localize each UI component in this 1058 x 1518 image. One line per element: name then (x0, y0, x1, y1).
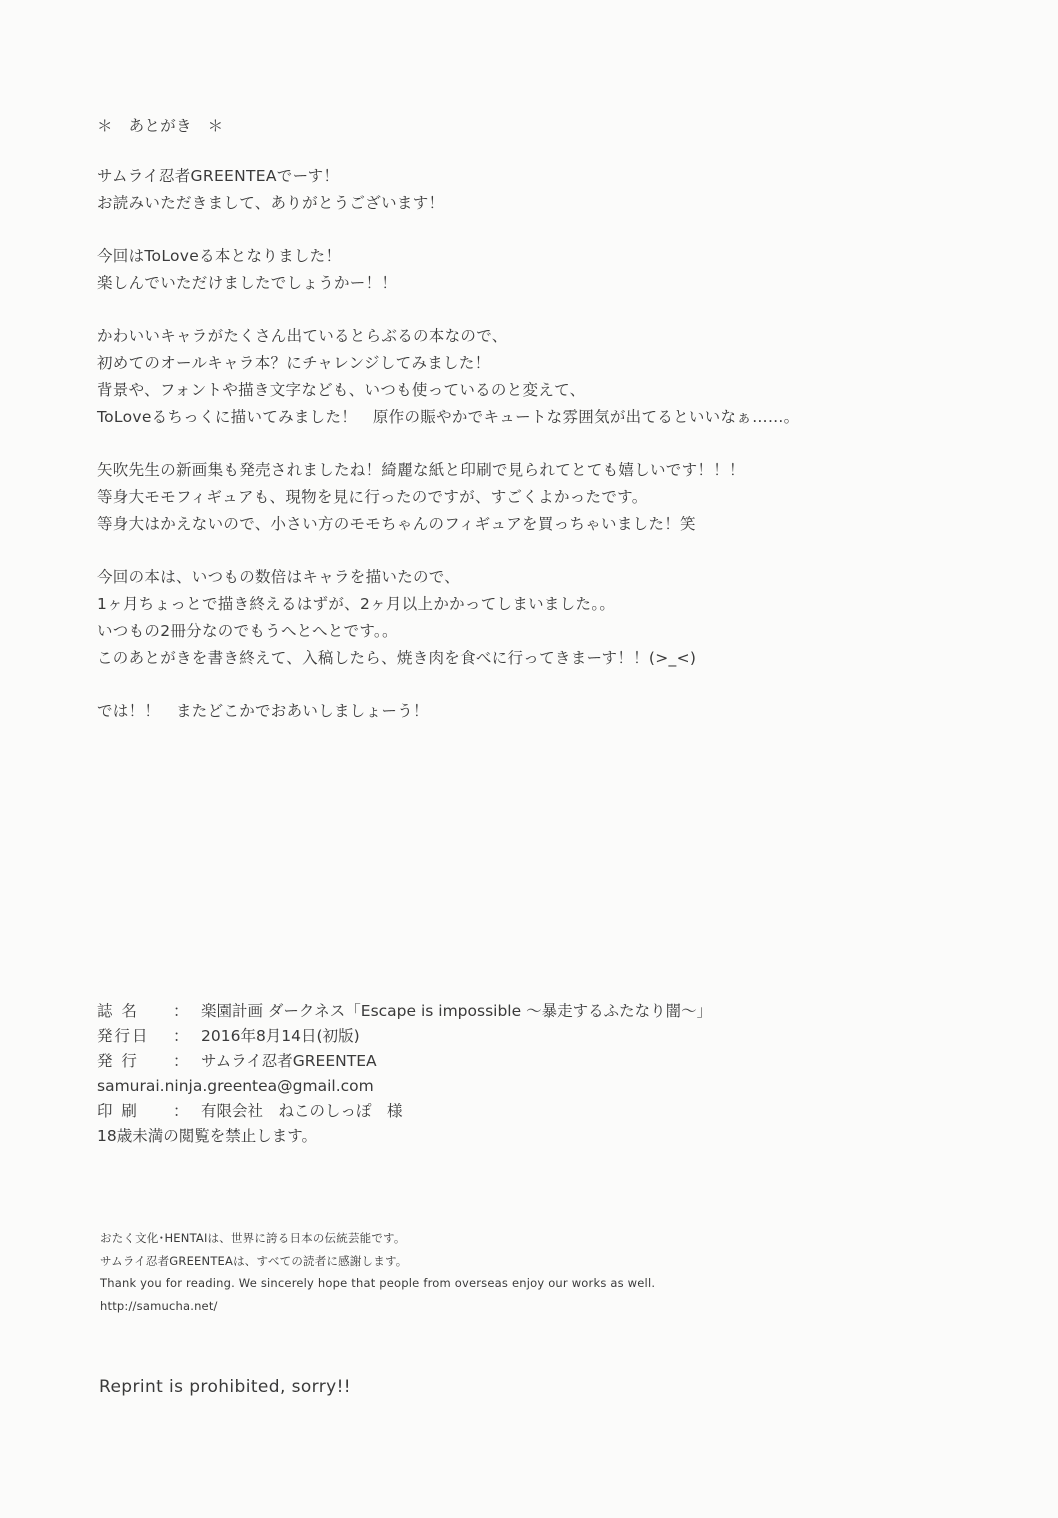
text-line: 等身大はかえないので、小さい方のモモちゃんのフィギュアを買っちゃいました！笑 (97, 515, 696, 533)
text-line: 1ヶ月ちょっとで描き終えるはずが、2ヶ月以上かかってしまいました。。 (97, 595, 616, 613)
colophon-value: 2016年8月14日(初版) (201, 1027, 360, 1045)
text-line: 初めてのオールキャラ本？にチャレンジしてみました！ (97, 354, 491, 372)
colophon-value: 有限会社 ねこのしっぽ 様 (201, 1102, 403, 1120)
colophon-value: 楽園計画 ダークネス「Escape is impossible ～暴走するふたなり闇～」 (201, 1002, 713, 1020)
colophon-colon: ： (173, 1102, 189, 1120)
text-line: 今回はToLoveる本となりました！ (97, 247, 342, 265)
colophon-colon: ： (173, 1002, 189, 1020)
footer-line: サムライ忍者GREENTEAは、すべての読者に感謝します。 (100, 1253, 408, 1268)
text-line: お読みいただきまして、ありがとうございます！ (97, 194, 445, 212)
colophon-value: サムライ忍者GREENTEA (201, 1052, 377, 1070)
text-line: 矢吹先生の新画集も発売されましたね！綺麗な紙と印刷で見られてとても嬉しいです！！！ (97, 461, 745, 479)
footer-url: http://samucha.net/ (100, 1298, 218, 1313)
colophon-printer-row (97, 1099, 712, 1124)
colophon (97, 999, 712, 1149)
text-line: 楽しんでいただけましたでしょうかー！！ (97, 274, 398, 292)
colophon-label: 印 刷 (97, 1102, 139, 1120)
afterword-heading: ＊ あとがき ＊ (97, 117, 224, 135)
footer-line: おたく文化･HENTAIは、世界に誇る日本の伝統芸能です。 (100, 1231, 406, 1245)
text-line: では！！ またどこかでおあいしましょーう！ (97, 702, 429, 720)
colophon-label: 発行日 (97, 1027, 150, 1045)
colophon-label: 発 行 (97, 1052, 139, 1070)
text-line: このあとがきを書き終えて、入稿したら、焼き肉を食べに行ってきまーす！！(>_<) (97, 649, 697, 667)
text-line: かわいいキャラがたくさん出ているとらぶるの本なので、 (97, 327, 508, 345)
colophon-email: samurai.ninja.greentea@gmail.com (97, 1077, 374, 1095)
age-notice: 18歳未満の閲覧を禁止します。 (97, 1127, 317, 1145)
text-line: ToLoveるちっくに描いてみました！ 原作の賑やかでキュートな雰囲気が出てるといいなぁ……。 (97, 408, 800, 426)
afterword-body (97, 163, 799, 725)
colophon-title-row (97, 999, 712, 1024)
colophon-date-row (97, 1024, 712, 1049)
footer-notes (100, 1227, 655, 1317)
text-line: 今回の本は、いつもの数倍はキャラを描いたので、 (97, 568, 461, 586)
colophon-colon: ： (173, 1027, 189, 1045)
colophon-publisher-row (97, 1049, 712, 1074)
text-line: サムライ忍者GREENTEAでーす！ (97, 167, 340, 185)
colophon-label: 誌 名 (97, 1002, 139, 1020)
footer-line: Thank you for reading. We sincerely hope that people from overseas enjoy our works as well. (100, 1276, 656, 1290)
text-line: 背景や、フォントや描き文字なども、いつも使っているのと変えて、 (97, 381, 586, 399)
colophon-colon: ： (173, 1052, 189, 1070)
text-line: いつもの2冊分なのでもうへとへとです。。 (97, 622, 398, 640)
reprint-notice: Reprint is prohibited, sorry!! (99, 1377, 352, 1397)
text-line: 等身大モモフィギュアも、現物を見に行ったのですが、すごくよかったです。 (97, 488, 648, 506)
